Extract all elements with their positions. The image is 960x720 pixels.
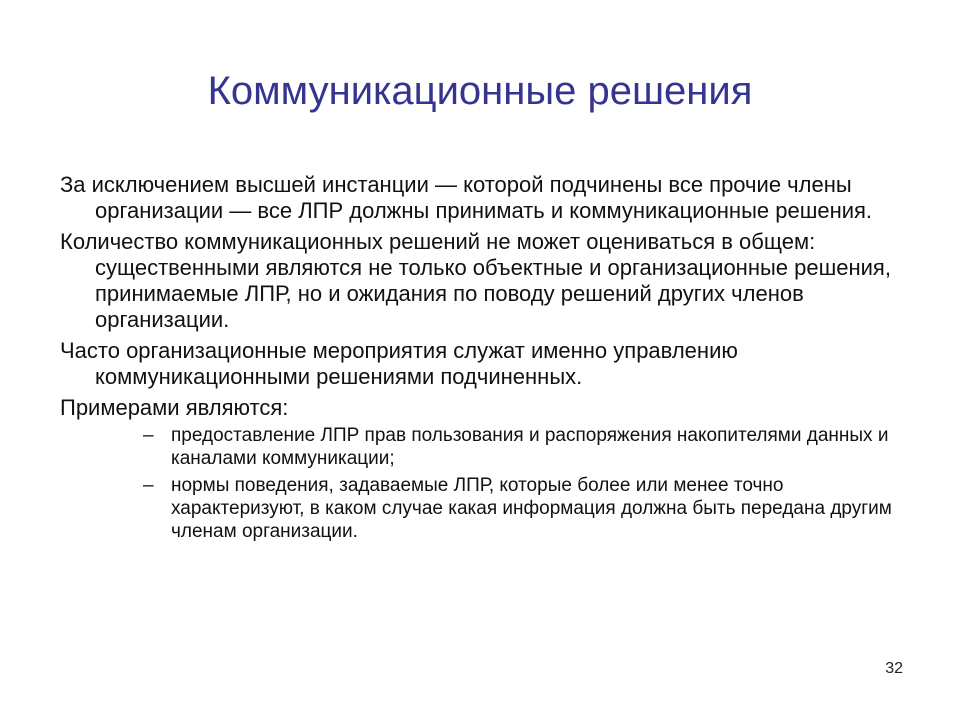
sub-bullet-item <box>95 424 900 470</box>
sub-bullet-text: предоставление ЛПР прав пользования и распоряжения накопителями данных и каналами коммуникации; <box>171 425 889 469</box>
bullet-item: Часто организационные мероприятия служат именно управлению коммуникационными решениями подчиненных. <box>60 338 738 389</box>
bullet-item: За исключением высшей инстанции — которой подчинены все прочие члены организации — все ЛПР должны принимать и коммуникационные решения. <box>60 172 873 223</box>
bullet-list <box>60 172 900 548</box>
dash-bullet-icon: – <box>143 425 154 446</box>
page-number: 32 <box>885 660 903 677</box>
dash-bullet-icon: – <box>143 475 154 496</box>
sub-bullet-item <box>95 474 900 543</box>
bullet-item: Количество коммуникационных решений не может оцениваться в общем: существенными являются не только объектные и организационные решения, принимаемые ЛПР, но и ожидания по поводу решений других членов организации. <box>60 229 891 332</box>
bullet-item-text: Примерами являются: <box>60 395 289 420</box>
sub-bullet-list <box>95 424 900 543</box>
slide-title: Коммуникационные решения <box>207 69 753 113</box>
bullet-item <box>60 395 900 543</box>
sub-bullet-text: нормы поведения, задаваемые ЛПР, которые более или менее точно характеризуют, в каком случае какая информация должна быть передана другим членам организации. <box>171 475 892 542</box>
